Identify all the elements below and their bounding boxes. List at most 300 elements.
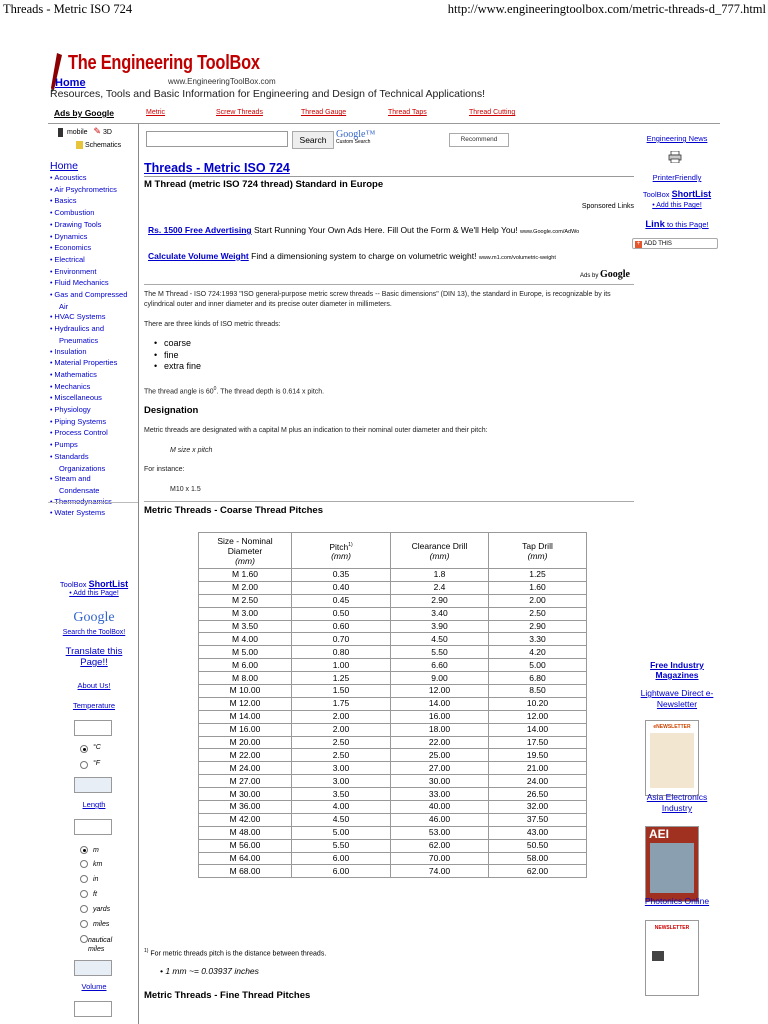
designation-heading: Designation (144, 405, 199, 416)
mobile-link[interactable]: mobile (66, 129, 88, 136)
table-cell: 22.00 (391, 736, 489, 749)
table-cell: 2.50 (292, 749, 391, 762)
sidebar-category-item[interactable] (50, 208, 142, 220)
kinds-intro: There are three kinds of ISO metric threads: (144, 321, 281, 328)
header-pitch-sup: 1) (348, 541, 353, 548)
sidebar-category-item[interactable] (50, 358, 142, 370)
table-cell: 70.00 (391, 852, 489, 865)
thread-kinds-list (164, 338, 201, 373)
bullet-icon: • (50, 395, 55, 403)
bullet-icon: • (50, 280, 55, 288)
shortlist-box (634, 189, 720, 199)
schematics-link[interactable]: Schematics (84, 141, 122, 149)
table-row (199, 813, 587, 826)
search-toolbox-link[interactable]: Search the ToolBox! (62, 629, 126, 636)
free-magazines-link[interactable]: Free Industry Magazines (650, 660, 704, 680)
header-clearance-unit: (mm) (429, 550, 450, 561)
temperature-result (74, 777, 112, 793)
sidebar-category-item[interactable] (50, 267, 142, 279)
table-cell: 3.30 (489, 633, 587, 646)
table-cell: M 8.00 (199, 672, 292, 685)
table-cell: M 36.00 (199, 801, 292, 814)
designation-formula: M size x pitch (170, 447, 213, 454)
unit-radio-m[interactable] (80, 846, 88, 854)
sidebar-category-item[interactable] (50, 370, 142, 382)
table-cell: 2.4 (391, 581, 489, 594)
sidebar-category-item[interactable] (50, 440, 142, 452)
unit-radio-ft[interactable] (80, 890, 88, 898)
link-to-page[interactable] (634, 219, 720, 230)
table-cell: 2.90 (391, 594, 489, 607)
shortlist-link[interactable]: ShortList (88, 579, 129, 589)
sidebar-category-label[interactable]: Mathematics (54, 369, 97, 379)
sidebar-category-label[interactable]: Standards (54, 451, 89, 461)
table-row (199, 839, 587, 852)
shortlist-link[interactable]: ShortList (671, 189, 712, 199)
mobile-icon[interactable] (58, 128, 63, 137)
designation-example: M10 x 1.5 (170, 486, 201, 493)
unit-radio-nautical-miles[interactable] (80, 935, 88, 943)
unit-radio-in[interactable] (80, 875, 88, 883)
table-cell: 25.00 (391, 749, 489, 762)
table-cell: 1.8 (391, 569, 489, 582)
table-cell: M 68.00 (199, 865, 292, 878)
sidebar-category-item[interactable] (50, 417, 142, 429)
table-row (199, 852, 587, 865)
translate-page-link[interactable]: Translate this Page!! (65, 646, 123, 668)
fine-pitches-heading: Metric Threads - Fine Thread Pitches (144, 990, 311, 1001)
table-row (199, 749, 587, 762)
three-d-link[interactable]: 3D (103, 129, 112, 136)
nav-link-screw-threads[interactable]: Screw Threads (216, 109, 263, 116)
table-row (199, 607, 587, 620)
sidebar-category-item[interactable] (50, 393, 142, 405)
intro-paragraph: The M Thread - ISO 724:1993 "ISO general-purpose metric screw threads -- Basic dimensions" (DIN 13), the standard in Europe, is recognizable by its cylindrical outer and inner diameter and its precise outer diameter in millimeters. (144, 291, 611, 308)
mobile-3d-links (58, 126, 112, 137)
table-row (199, 569, 587, 582)
logo-title: The Engineering ToolBox (68, 52, 260, 74)
ads-by-label: Ads by (579, 273, 600, 279)
table-row (199, 594, 587, 607)
sidebar-category-item[interactable] (50, 336, 142, 347)
temperature-input[interactable] (74, 720, 112, 736)
sidebar-category-label[interactable]: Pumps (54, 440, 78, 450)
engineering-news-link[interactable]: Engineering News (646, 134, 708, 143)
ad-advertising-text: Start Running Your Own Ads Here. Fill Out the Form & We'll Help You! (251, 225, 521, 235)
search-button[interactable]: Search (292, 131, 334, 149)
bullet-icon: • (50, 371, 55, 379)
table-cell: 0.45 (292, 594, 391, 607)
sidebar-category-item[interactable] (50, 220, 142, 232)
ad-volume-weight-text: Find a dimensioning system to charge on volumetric weight! (248, 251, 479, 261)
bullet-icon: • (50, 210, 55, 218)
sidebar-category-label[interactable]: Electrical (54, 254, 85, 264)
table-cell: M 20.00 (199, 736, 292, 749)
bullet-icon: • (50, 407, 55, 415)
bullet-icon: • (50, 442, 55, 450)
bullet-icon: • (50, 383, 55, 391)
printer-icon[interactable] (668, 151, 682, 163)
bullet-icon: • (50, 186, 55, 194)
table-cell: 8.50 (489, 685, 587, 698)
sidebar-category-label[interactable]: Miscellaneous (54, 393, 102, 403)
unit-radio-yards[interactable] (80, 905, 88, 913)
unit-radio-celsius[interactable] (80, 745, 88, 753)
bullet-icon: • (50, 348, 55, 356)
google-custom-search-sub: Custom Search (336, 139, 371, 145)
for-instance-label: For instance: (144, 466, 185, 473)
sidebar-category-label[interactable]: Combustion (54, 208, 95, 218)
sidebar-category-label[interactable]: Gas and Compressed (54, 290, 128, 300)
sidebar-category-label[interactable]: Condensate (59, 485, 100, 495)
table-cell: M 3.00 (199, 607, 292, 620)
table-cell: 3.90 (391, 620, 489, 633)
table-cell: M 12.00 (199, 697, 292, 710)
table-cell: 2.00 (292, 723, 391, 736)
table-cell: 1.60 (489, 581, 587, 594)
category-list (50, 173, 142, 520)
table-cell: M 3.50 (199, 620, 292, 633)
unit-label-m: m (93, 847, 99, 854)
header-tap-drill (489, 533, 587, 569)
table-cell: 10.20 (489, 697, 587, 710)
table-cell: 12.00 (391, 685, 489, 698)
table-cell: M 27.00 (199, 775, 292, 788)
unit-label-km: km (93, 861, 103, 868)
unit-label-fahrenheit: °F (93, 760, 101, 767)
sidebar-category-label[interactable]: Basics (54, 196, 77, 206)
bullet-icon: • (50, 256, 55, 264)
sidebar-category-item[interactable] (50, 382, 142, 394)
header-clearance-line1: Clearance Drill (411, 540, 468, 551)
header-size-line1: Size - Nominal (217, 535, 273, 546)
link-bold[interactable]: Link (645, 219, 665, 230)
sidebar-category-label[interactable]: Organizations (59, 463, 106, 473)
footnote-marker: 1) (144, 948, 149, 954)
sidebar-category-item[interactable] (50, 464, 142, 475)
table-cell: 26.50 (489, 788, 587, 801)
header-tap-line1: Tap Drill (522, 540, 553, 551)
sidebar-category-label[interactable]: Acoustics (54, 173, 87, 182)
sidebar-category-label[interactable]: Water Systems (54, 508, 105, 518)
table-cell: M 64.00 (199, 852, 292, 865)
sidebar-category-item[interactable] (50, 232, 142, 244)
table-cell: 6.60 (391, 659, 489, 672)
table-cell: M 56.00 (199, 839, 292, 852)
length-input[interactable] (74, 819, 112, 835)
sidebar-home-link[interactable]: Home (50, 160, 79, 172)
table-cell: 2.00 (292, 710, 391, 723)
table-cell: 43.00 (489, 826, 587, 839)
add-page-link[interactable]: • Add this Page! (69, 590, 119, 597)
google-custom-search-title: Google™ (336, 129, 376, 140)
table-cell: M 10.00 (199, 685, 292, 698)
print-title: Threads - Metric ISO 724 (3, 2, 133, 16)
length-link[interactable]: Length (82, 800, 106, 809)
sidebar-category-label[interactable]: Environment (54, 266, 97, 276)
ads-by-google[interactable] (580, 269, 630, 280)
ad-advertising-url[interactable]: www.Google.com/AdWo (520, 229, 580, 235)
schematics-icon[interactable] (76, 141, 83, 149)
table-cell: 6.80 (489, 672, 587, 685)
aei-magazine-cover[interactable] (645, 826, 699, 902)
table-cell: M 4.00 (199, 633, 292, 646)
add-this-button[interactable] (632, 238, 718, 249)
unit-label-nautical-miles: nautical miles (88, 937, 113, 953)
header-size (199, 533, 292, 569)
left-sidebar (48, 124, 139, 1024)
sidebar-category-label[interactable]: HVAC Systems (54, 312, 106, 322)
sidebar-category-item[interactable] (50, 508, 142, 520)
table-cell: 14.00 (391, 697, 489, 710)
divider (48, 123, 720, 124)
table-cell: 12.00 (489, 710, 587, 723)
sidebar-category-item[interactable] (50, 324, 142, 336)
table-row (199, 710, 587, 723)
conversion-text: 1 mm ~= 0.03937 inches (165, 966, 259, 976)
unit-label-celsius: °C (93, 744, 101, 751)
lightwave-magazine-cover[interactable] (645, 720, 699, 796)
sidebar-category-item[interactable] (50, 255, 142, 267)
table-row (199, 801, 587, 814)
table-cell: 3.00 (292, 762, 391, 775)
cover-title: AEI (649, 827, 670, 841)
table-cell: 37.50 (489, 813, 587, 826)
sidebar-category-item[interactable] (50, 173, 142, 185)
sidebar-category-label[interactable]: Insulation (54, 346, 87, 356)
header-clearance (391, 533, 489, 569)
bullet-icon: • (50, 292, 55, 300)
table-row (199, 736, 587, 749)
table-cell: 4.50 (391, 633, 489, 646)
sidebar-category-item[interactable] (50, 290, 142, 302)
temperature-link[interactable]: Temperature (72, 701, 116, 710)
table-cell: 4.50 (292, 813, 391, 826)
nav-link-metric[interactable]: Metric (146, 109, 166, 116)
list-item: • coarse (164, 338, 201, 350)
table-cell: 21.00 (489, 762, 587, 775)
sidebar-category-item[interactable] (50, 474, 142, 486)
ad-volume-weight-url[interactable]: www.m1.com/volumetric-weight (478, 255, 556, 261)
table-cell: M 14.00 (199, 710, 292, 723)
sidebar-category-label[interactable]: Steam and (54, 474, 91, 484)
table-row (199, 581, 587, 594)
page-subtitle: M Thread (metric ISO 724 thread) Standard in Europe (144, 179, 384, 190)
sidebar-category-label[interactable]: Material Properties (54, 358, 118, 368)
shortlist-prefix: ToolBox (59, 580, 89, 589)
sidebar-category-item[interactable] (50, 347, 142, 359)
table-cell: 4.20 (489, 646, 587, 659)
table-cell: 18.00 (391, 723, 489, 736)
table-cell: 6.00 (292, 865, 391, 878)
shortlist-prefix: ToolBox (642, 190, 672, 199)
pitch-footnote (144, 948, 326, 957)
ad-advertising-link[interactable]: Rs. 1500 Free Advertising (148, 225, 252, 235)
sidebar-category-item[interactable] (50, 486, 142, 497)
bullet-icon: • (50, 453, 55, 461)
print-header (0, 0, 768, 20)
printer-friendly-link[interactable]: PrinterFriendly (652, 173, 702, 182)
table-cell: 6.00 (292, 852, 391, 865)
sidebar-category-label[interactable]: Dynamics (54, 231, 88, 241)
table-cell: M 24.00 (199, 762, 292, 775)
pencil-icon[interactable]: ✎ (93, 126, 102, 136)
lightwave-link[interactable]: Lightwave Direct e-Newsletter (640, 688, 714, 709)
table-cell: 5.50 (292, 839, 391, 852)
shortlist-box (48, 579, 140, 589)
table-cell: 0.60 (292, 620, 391, 633)
unit-label-yards: yards (93, 906, 111, 913)
table-cell: 74.00 (391, 865, 489, 878)
add-page-link[interactable]: • Add this Page! (652, 202, 702, 209)
photonics-online-link[interactable]: Photonics Online (644, 896, 710, 906)
nav-link-thread-gauge[interactable]: Thread Gauge (301, 109, 347, 116)
conversion-note: • 1 mm ~= 0.03937 inches (160, 966, 259, 976)
table-cell: 0.35 (292, 569, 391, 582)
search-input[interactable] (146, 131, 288, 147)
nav-link-thread-taps[interactable]: Thread Taps (388, 109, 427, 116)
table-row (199, 697, 587, 710)
unit-label-in: in (93, 876, 99, 883)
sidebar-category-label[interactable]: Air Psychrometrics (54, 184, 117, 194)
divider (144, 284, 634, 285)
table-cell: 62.00 (489, 865, 587, 878)
table-cell: 30.00 (391, 775, 489, 788)
unit-radio-km[interactable] (80, 860, 88, 868)
sidebar-category-label[interactable]: Mechanics (54, 381, 91, 391)
google-custom-search-logo (336, 129, 376, 145)
header-pitch-line1: Pitch (329, 541, 349, 552)
volume-input[interactable] (74, 1001, 112, 1017)
sidebar-category-label[interactable]: Fluid Mechanics (54, 278, 109, 288)
google-logo: Google (73, 610, 115, 625)
sidebar-category-item[interactable] (50, 185, 142, 197)
photonics-newsletter-cover[interactable] (645, 920, 699, 996)
sidebar-category-item[interactable] (50, 312, 142, 324)
ads-by-google-link[interactable]: Ads by Google (54, 108, 114, 118)
home-link[interactable]: Home (55, 77, 86, 89)
sidebar-category-label[interactable]: Economics (54, 243, 92, 253)
sidebar-category-item[interactable] (50, 243, 142, 255)
table-row (199, 646, 587, 659)
table-cell: M 42.00 (199, 813, 292, 826)
table-cell: 58.00 (489, 852, 587, 865)
divider (48, 502, 138, 503)
bullet-icon: • (50, 430, 55, 438)
table-cell: 0.50 (292, 607, 391, 620)
header-pitch-unit: (mm) (331, 551, 351, 562)
table-row (199, 775, 587, 788)
thread-angle-pre: The thread angle is 60 (144, 388, 214, 396)
table-cell: M 22.00 (199, 749, 292, 762)
table-row (199, 826, 587, 839)
sidebar-category-item[interactable] (50, 196, 142, 208)
table-cell: M 16.00 (199, 723, 292, 736)
bullet-icon: • (50, 510, 55, 518)
list-item: • extra fine (164, 361, 201, 373)
table-cell: 9.00 (391, 672, 489, 685)
sidebar-category-label[interactable]: Piping Systems (54, 416, 107, 426)
thread-angle-post: . The thread depth is 0.614 x pitch. (216, 388, 325, 396)
bullet-icon: • (50, 175, 55, 182)
footnote-text: For metric threads pitch is the distance between threads. (148, 950, 327, 958)
table-cell: 0.40 (292, 581, 391, 594)
sidebar-category-label[interactable]: Drawing Tools (54, 219, 102, 229)
table-cell: 1.25 (292, 672, 391, 685)
sidebar-category-label[interactable]: Pneumatics (59, 335, 99, 345)
bullet-icon: • (50, 360, 55, 368)
header-size-unit: (mm) (235, 555, 255, 566)
table-cell: M 30.00 (199, 788, 292, 801)
top-nav (0, 108, 768, 122)
table-cell: 16.00 (391, 710, 489, 723)
sidebar-category-label[interactable]: Physiology (54, 405, 91, 415)
sidebar-category-item[interactable] (50, 405, 142, 417)
sidebar-category-item[interactable] (50, 428, 142, 440)
table-cell: M 6.00 (199, 659, 292, 672)
table-cell: 0.80 (292, 646, 391, 659)
table-cell: 5.00 (489, 659, 587, 672)
sidebar-category-item[interactable] (50, 278, 142, 290)
degree-sup: 0 (213, 386, 217, 392)
table-cell: 3.50 (292, 788, 391, 801)
table-row (199, 723, 587, 736)
table-cell: 33.00 (391, 788, 489, 801)
divider (144, 176, 634, 177)
link-rest[interactable]: to this Page! (664, 220, 709, 229)
plus-icon: + (636, 241, 641, 247)
recommend-button[interactable]: Recommend (449, 133, 509, 147)
table-cell: 27.00 (391, 762, 489, 775)
volume-link[interactable]: Volume (81, 982, 107, 991)
bullet-icon: • (50, 221, 55, 229)
table-cell: M 2.00 (199, 581, 292, 594)
sidebar-category-item[interactable] (50, 302, 142, 313)
table-cell: 1.00 (292, 659, 391, 672)
table-row (199, 788, 587, 801)
sidebar-category-label[interactable]: Hydraulics and (54, 324, 105, 334)
header-pitch (292, 533, 391, 569)
sidebar-category-label[interactable]: Air (59, 301, 69, 311)
table-cell: 46.00 (391, 813, 489, 826)
page-title[interactable]: Threads - Metric ISO 724 (144, 161, 290, 175)
table-row (199, 620, 587, 633)
coarse-pitches-heading: Metric Threads - Coarse Thread Pitches (144, 505, 323, 516)
unit-radio-fahrenheit[interactable] (80, 761, 88, 769)
table-cell: 3.40 (391, 607, 489, 620)
nav-link-thread-cutting[interactable]: Thread Cutting (469, 109, 516, 116)
sponsored-links-label: Sponsored Links (581, 203, 634, 210)
table-cell: 14.00 (489, 723, 587, 736)
unit-radio-miles[interactable] (80, 920, 88, 928)
ad-volume-weight (148, 251, 556, 261)
table-cell: 40.00 (391, 801, 489, 814)
ad-volume-weight-link[interactable]: Calculate Volume Weight (148, 251, 249, 261)
sidebar-category-label[interactable]: Process Control (54, 428, 108, 438)
table-header-row (199, 533, 587, 569)
table-cell: 3.00 (292, 775, 391, 788)
bullet-icon: • (50, 233, 55, 241)
table-row (199, 762, 587, 775)
table-cell: 19.50 (489, 749, 587, 762)
bullet-icon: • (50, 476, 55, 484)
table-cell: 0.70 (292, 633, 391, 646)
table-row (199, 633, 587, 646)
asia-electronics-link[interactable]: Asia Electronics Industry (646, 792, 708, 813)
about-us-link[interactable]: About Us! (77, 681, 111, 690)
unit-label-ft: ft (93, 891, 97, 898)
sidebar-category-item[interactable] (50, 452, 142, 464)
